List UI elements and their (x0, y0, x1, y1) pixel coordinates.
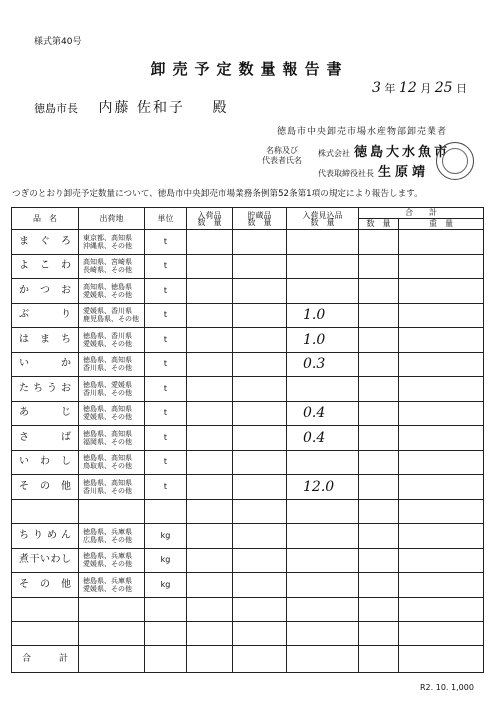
arrival-qty-cell (187, 597, 233, 621)
total-weight-cell (399, 426, 484, 450)
header-unit: 単位 (145, 208, 187, 230)
date-day-unit: 日 (456, 82, 468, 95)
arrival-qty-cell (187, 622, 233, 646)
total-cell (399, 646, 484, 673)
stock-qty-cell (233, 475, 287, 499)
total-weight-cell (399, 254, 484, 278)
arrival-qty-cell (187, 524, 233, 548)
table-row (12, 622, 484, 646)
total-cell (359, 646, 399, 673)
total-qty-cell (359, 573, 399, 597)
expected-qty-cell: 0.4 (287, 426, 359, 450)
origin-line: 愛媛県、その他 (83, 560, 132, 569)
total-weight-cell (399, 352, 484, 376)
origin-cell (79, 401, 145, 425)
date-day: 25 (434, 80, 453, 96)
stock-qty-cell (233, 548, 287, 572)
rep-title: 代表取締役社長 (318, 169, 374, 178)
stock-qty-cell (233, 328, 287, 352)
unit-cell: t (145, 254, 187, 278)
origin-line: 沖縄県、その他 (83, 241, 132, 250)
total-label: 合 計 (12, 646, 79, 673)
arrival-qty-cell (187, 303, 233, 327)
total-qty-cell (359, 377, 399, 401)
arrival-qty-cell (187, 573, 233, 597)
stock-qty-cell (233, 573, 287, 597)
origin-cell (79, 499, 145, 523)
unit-cell: t (145, 352, 187, 376)
unit-cell: t (145, 303, 187, 327)
header-total: 合 計 (359, 208, 484, 219)
origin-line: 徳島県、高知県 (83, 478, 132, 487)
arrival-qty-cell (187, 352, 233, 376)
total-weight-cell (399, 524, 484, 548)
origin-line: 広島県、その他 (83, 535, 132, 544)
stock-qty-cell (233, 426, 287, 450)
sender-label-line1: 名称及び (266, 146, 298, 155)
arrival-qty-cell (187, 499, 233, 523)
expected-qty-cell (287, 499, 359, 523)
item-name-cell: さば (12, 426, 79, 450)
total-qty-cell (359, 279, 399, 303)
sender-label (262, 146, 302, 166)
unit-cell: t (145, 450, 187, 474)
date-month: 12 (398, 80, 417, 96)
expected-qty-cell (287, 377, 359, 401)
item-name-cell: 煮干いわし (12, 548, 79, 572)
table-row (12, 426, 484, 450)
arrival-qty-cell (187, 426, 233, 450)
footer-code: R2. 10. 1,000 (420, 683, 474, 692)
origin-line: 鳥取県、その他 (83, 462, 132, 471)
origin-line: 高知県、徳島県 (83, 282, 132, 291)
origin-line: 愛媛県、その他 (83, 413, 132, 422)
unit-cell: kg (145, 573, 187, 597)
arrival-qty-cell (187, 401, 233, 425)
total-cell (145, 646, 187, 673)
item-name-cell: たちうお (12, 377, 79, 401)
stock-qty-cell (233, 622, 287, 646)
total-weight-cell (399, 279, 484, 303)
expected-qty-cell (287, 254, 359, 278)
origin-cell (79, 328, 145, 352)
origin-line: 高知県、宮崎県 (83, 258, 132, 267)
total-qty-cell (359, 597, 399, 621)
total-cell (233, 646, 287, 673)
total-cell (287, 646, 359, 673)
total-qty-cell (359, 499, 399, 523)
unit-cell: kg (145, 524, 187, 548)
unit-cell: kg (145, 548, 187, 572)
total-weight-cell (399, 475, 484, 499)
expected-qty-cell (287, 279, 359, 303)
table-row (12, 450, 484, 474)
arrival-qty-cell (187, 328, 233, 352)
origin-cell (79, 352, 145, 376)
unit-cell (145, 597, 187, 621)
total-qty-cell (359, 426, 399, 450)
origin-line: 徳島県、高知県 (83, 405, 132, 414)
item-name-cell: ぶり (12, 303, 79, 327)
total-cell (187, 646, 233, 673)
table-row (12, 279, 484, 303)
intro-text: つぎのとおり卸売予定数量について、徳島市中央卸売市場業務条例第52条第1項の規定により報告します。 (12, 189, 423, 199)
header-arrival-l2: 数 量 (197, 217, 222, 227)
origin-line: 愛媛県、その他 (83, 584, 132, 593)
header-stock-l2: 数 量 (247, 217, 272, 227)
origin-cell (79, 524, 145, 548)
origin-line: 徳島県、兵庫県 (83, 527, 132, 536)
table-row (12, 303, 484, 327)
item-name-cell: かつお (12, 279, 79, 303)
origin-line: 愛媛県、その他 (83, 290, 132, 299)
total-weight-cell (399, 377, 484, 401)
addressee-honorific: 殿 (212, 100, 229, 116)
origin-cell (79, 597, 145, 621)
total-weight-cell (399, 230, 484, 254)
arrival-qty-cell (187, 254, 233, 278)
origin-line: 香川県、その他 (83, 388, 132, 397)
stock-qty-cell (233, 450, 287, 474)
total-weight-cell (399, 328, 484, 352)
total-weight-cell (399, 499, 484, 523)
total-weight-cell (399, 573, 484, 597)
header-stock-l1: 貯蔵品 (247, 210, 272, 220)
total-qty-cell (359, 548, 399, 572)
stock-qty-cell (233, 352, 287, 376)
origin-line: 福岡県、その他 (83, 437, 132, 446)
header-arrival (187, 208, 233, 230)
arrival-qty-cell (187, 230, 233, 254)
total-weight-cell (399, 622, 484, 646)
item-name-cell: いか (12, 352, 79, 376)
stock-qty-cell (233, 254, 287, 278)
origin-line: 香川県、その他 (83, 364, 132, 373)
unit-cell: t (145, 328, 187, 352)
sender-association: 徳島市中央卸売市場水産物部卸売業者 (277, 127, 448, 137)
unit-cell (145, 622, 187, 646)
origin-line: 徳島県、高知県 (83, 429, 132, 438)
table-row (12, 328, 484, 352)
origin-line: 徳島県、高知県 (83, 356, 132, 365)
total-weight-cell (399, 401, 484, 425)
origin-cell (79, 303, 145, 327)
stock-qty-cell (233, 230, 287, 254)
rep-name: 生原靖 (378, 165, 430, 180)
origin-line: 東京都、高知県 (83, 233, 132, 242)
sender-company (318, 141, 450, 160)
table-row (12, 401, 484, 425)
origin-line: 徳島県、愛媛県 (83, 380, 132, 389)
header-total-weight: 重 量 (399, 219, 484, 230)
company-seal (436, 142, 474, 180)
item-name-cell: その他 (12, 475, 79, 499)
addressee-name: 内藤 佐和子 (98, 100, 185, 116)
origin-cell (79, 573, 145, 597)
expected-qty-cell: 1.0 (287, 328, 359, 352)
header-origin: 出荷地 (79, 208, 145, 230)
table-row (12, 524, 484, 548)
arrival-qty-cell (187, 548, 233, 572)
origin-cell (79, 426, 145, 450)
expected-qty-cell: 0.4 (287, 401, 359, 425)
expected-qty-cell (287, 573, 359, 597)
table-row (12, 475, 484, 499)
stock-qty-cell (233, 401, 287, 425)
date-year: 3 (372, 80, 381, 96)
addressee-title: 徳島市長 (34, 102, 78, 115)
item-name-cell: その他 (12, 573, 79, 597)
item-name-cell (12, 597, 79, 621)
header-arrival-l1: 入荷品 (197, 210, 222, 220)
company-prefix: 株式会社 (318, 149, 350, 158)
total-qty-cell (359, 622, 399, 646)
origin-cell (79, 622, 145, 646)
total-qty-cell (359, 450, 399, 474)
origin-line: 徳島県、香川県 (83, 331, 132, 340)
origin-cell (79, 548, 145, 572)
addressee (34, 97, 235, 117)
total-qty-cell (359, 254, 399, 278)
origin-line: 鹿児島県、その他 (83, 315, 139, 324)
table-row (12, 230, 484, 254)
total-qty-cell (359, 475, 399, 499)
arrival-qty-cell (187, 475, 233, 499)
total-weight-cell (399, 597, 484, 621)
total-qty-cell (359, 303, 399, 327)
form-number: 様式第40号 (34, 37, 82, 47)
unit-cell: t (145, 230, 187, 254)
stock-qty-cell (233, 524, 287, 548)
origin-line: 徳島県、兵庫県 (83, 576, 132, 585)
header-item: 品 名 (12, 208, 79, 230)
header-total-qty: 数 量 (359, 219, 399, 230)
item-name-cell (12, 499, 79, 523)
expected-qty-cell (287, 230, 359, 254)
item-name-cell: あじ (12, 401, 79, 425)
total-weight-cell (399, 548, 484, 572)
total-qty-cell (359, 328, 399, 352)
report-date (372, 80, 467, 96)
stock-qty-cell (233, 377, 287, 401)
item-name-cell: よこわ (12, 254, 79, 278)
stock-qty-cell (233, 303, 287, 327)
expected-qty-cell: 0.3 (287, 352, 359, 376)
origin-cell (79, 230, 145, 254)
origin-line: 愛媛県、香川県 (83, 307, 132, 316)
total-weight-cell (399, 450, 484, 474)
unit-cell (145, 499, 187, 523)
unit-cell: t (145, 475, 187, 499)
item-name-cell: ちりめん (12, 524, 79, 548)
table-row (12, 573, 484, 597)
total-qty-cell (359, 524, 399, 548)
arrival-qty-cell (187, 377, 233, 401)
origin-line: 香川県、その他 (83, 486, 132, 495)
origin-cell (79, 254, 145, 278)
origin-line: 徳島県、兵庫県 (83, 552, 132, 561)
header-expected-l1: 入荷見込品 (302, 210, 343, 220)
table-row (12, 377, 484, 401)
table-row (12, 254, 484, 278)
company-name: 徳島大水魚市 (354, 145, 451, 160)
total-qty-cell (359, 230, 399, 254)
stock-qty-cell (233, 499, 287, 523)
total-cell (79, 646, 145, 673)
expected-qty-cell (287, 450, 359, 474)
table-row (12, 499, 484, 523)
origin-line: 徳島県、高知県 (83, 454, 132, 463)
total-qty-cell (359, 352, 399, 376)
header-expected-l2: 数 量 (310, 217, 335, 227)
table-row (12, 548, 484, 572)
item-name-cell (12, 622, 79, 646)
origin-cell (79, 279, 145, 303)
total-qty-cell (359, 401, 399, 425)
table-row (12, 597, 484, 621)
arrival-qty-cell (187, 450, 233, 474)
header-expected (287, 208, 359, 230)
report-table (11, 207, 484, 673)
expected-qty-cell (287, 622, 359, 646)
table-row (12, 352, 484, 376)
expected-qty-cell: 12.0 (287, 475, 359, 499)
document-title: 卸売予定数量報告書 (150, 60, 349, 78)
unit-cell: t (145, 401, 187, 425)
sender-label-line2: 代表者氏名 (262, 156, 302, 165)
expected-qty-cell (287, 548, 359, 572)
origin-cell (79, 377, 145, 401)
header-stock (233, 208, 287, 230)
origin-line: 長崎県、その他 (83, 266, 132, 275)
origin-cell (79, 475, 145, 499)
item-name-cell: いわし (12, 450, 79, 474)
total-row (12, 646, 484, 673)
total-weight-cell (399, 303, 484, 327)
arrival-qty-cell (187, 279, 233, 303)
expected-qty-cell (287, 597, 359, 621)
origin-line: 愛媛県、その他 (83, 339, 132, 348)
date-year-unit: 年 (384, 82, 396, 95)
unit-cell: t (145, 377, 187, 401)
unit-cell: t (145, 426, 187, 450)
sender-representative (318, 161, 429, 180)
stock-qty-cell (233, 279, 287, 303)
expected-qty-cell: 1.0 (287, 303, 359, 327)
expected-qty-cell (287, 524, 359, 548)
item-name-cell: はまち (12, 328, 79, 352)
origin-cell (79, 450, 145, 474)
unit-cell: t (145, 279, 187, 303)
date-month-unit: 月 (420, 82, 432, 95)
item-name-cell: まぐろ (12, 230, 79, 254)
stock-qty-cell (233, 597, 287, 621)
